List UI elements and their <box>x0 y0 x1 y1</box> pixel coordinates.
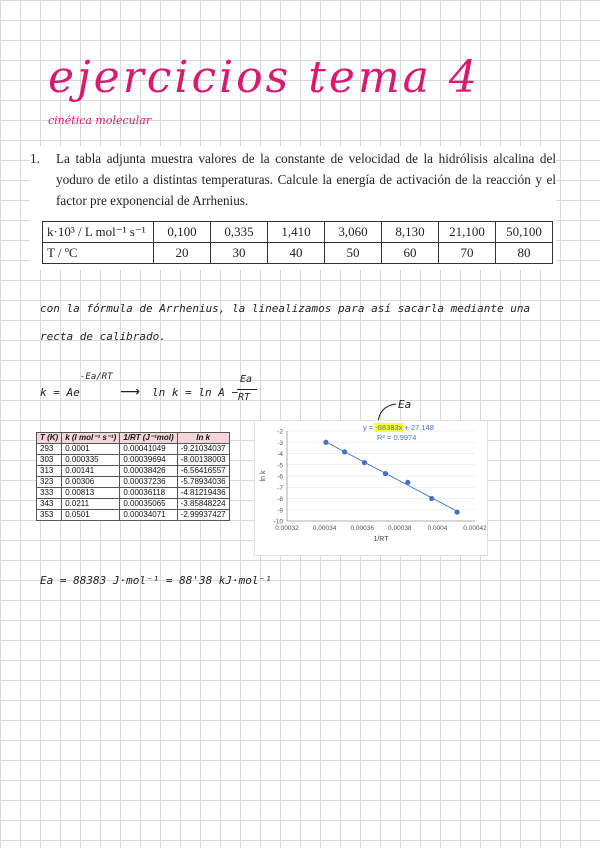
data-point <box>405 480 410 485</box>
table-cell: -8.00138003 <box>177 455 229 466</box>
data-point <box>429 496 434 501</box>
table-cell: -9.21034037 <box>177 444 229 455</box>
table-cell: 313 <box>37 466 62 477</box>
table-cell: 1,410 <box>268 222 325 243</box>
x-tick-label: 0.00032 <box>275 525 299 532</box>
arrhenius-formula <box>40 368 280 408</box>
fraction-bar <box>237 389 257 390</box>
table-cell: 0.00813 <box>62 488 120 499</box>
table-cell: 70 <box>439 243 496 264</box>
table-cell: -3.85848224 <box>177 499 229 510</box>
table-cell: 8,130 <box>382 222 439 243</box>
table-row-label: k·10³ / L mol⁻¹ s⁻¹ <box>43 222 154 243</box>
x-tick-label: 0.00036 <box>350 525 374 532</box>
table-cell: 0.00036118 <box>120 488 177 499</box>
y-tick-labels <box>274 429 284 526</box>
ea-callout: Ea <box>398 398 412 411</box>
chart-gridlines <box>287 431 475 521</box>
equation-slope: -88383x <box>375 423 403 432</box>
r-squared: R² = 0.9974 <box>377 433 417 442</box>
table-row-label: T / ºC <box>43 243 154 264</box>
table-cell: 21,100 <box>439 222 496 243</box>
y-tick-label: -10 <box>273 518 283 526</box>
table-row <box>37 488 230 499</box>
table-cell: 333 <box>37 488 62 499</box>
table-cell: -6.56416557 <box>177 466 229 477</box>
x-tick-label: 0.00038 <box>388 525 412 532</box>
table-cell: 0.0501 <box>62 510 120 521</box>
table-row <box>37 444 230 455</box>
problem-body: La tabla adjunta muestra valores de la constante de velocidad de la hidrólisis alcalina del yoduro de etilo a distintas temperaturas. Calcule la energía de activación de la reacción y el factor pre exponencial de Arrhenius. <box>56 151 556 208</box>
formula-denominator: RT <box>238 392 251 403</box>
table-cell: 0.0001 <box>62 444 120 455</box>
table-cell: 0.00041049 <box>120 444 177 455</box>
table-cell: -5.78934036 <box>177 477 229 488</box>
result-line: Ea = 88383 J·mol⁻¹ = 88'38 kJ·mol⁻¹ <box>40 574 272 587</box>
formula-k: k = Ae <box>40 386 80 399</box>
data-table <box>42 221 553 264</box>
data-point <box>323 440 328 445</box>
chart-svg <box>255 421 487 555</box>
x-tick-label: 0.0004 <box>427 525 448 532</box>
x-tick-label: 0.00034 <box>312 525 337 532</box>
table-cell: 353 <box>37 510 62 521</box>
table-row <box>43 243 553 264</box>
note-line-1: con la fórmula de Arrhenius, la linealizamos para así sacarla mediante una <box>40 302 531 315</box>
table-row <box>37 510 230 521</box>
table-cell: 20 <box>154 243 211 264</box>
table-cell: 0.0211 <box>62 499 120 510</box>
y-tick-label: -2 <box>277 428 283 436</box>
note-line-2: recta de calibrado. <box>40 330 166 343</box>
table-cell: 60 <box>382 243 439 264</box>
table-row <box>37 466 230 477</box>
table-cell: 50 <box>325 243 382 264</box>
y-tick-label: -5 <box>277 462 283 470</box>
page-title: ejercicios tema 4 <box>48 52 480 103</box>
y-axis-label: ln k <box>260 470 267 482</box>
x-tick-labels <box>275 525 487 532</box>
table-cell: 0.00306 <box>62 477 120 488</box>
y-tick-label: -7 <box>277 484 283 492</box>
data-point <box>362 460 367 465</box>
data-point <box>383 471 388 476</box>
table-cell: 3,060 <box>325 222 382 243</box>
data-point <box>342 449 347 454</box>
x-tick-label: 0.00042 <box>463 525 487 532</box>
data-point <box>455 510 460 515</box>
problem-statement <box>30 146 556 270</box>
formula-numerator: Ea <box>240 374 253 385</box>
equation-prefix: y = <box>363 423 376 432</box>
column-header: ln k <box>177 433 229 444</box>
table-cell: 343 <box>37 499 62 510</box>
table-cell: 0.00039694 <box>120 455 177 466</box>
y-tick-label: -4 <box>277 451 283 458</box>
table-cell: 40 <box>268 243 325 264</box>
trendline-equation <box>363 423 434 432</box>
calculation-table <box>36 432 230 521</box>
table-cell: 293 <box>37 444 62 455</box>
table-cell: -4.81219436 <box>177 488 229 499</box>
table-row <box>43 222 553 243</box>
y-tick-label: -3 <box>277 439 283 447</box>
table-cell: 0,335 <box>211 222 268 243</box>
table-cell: 30 <box>211 243 268 264</box>
table-cell: 323 <box>37 477 62 488</box>
scatter-chart <box>254 420 488 556</box>
table-cell: 80 <box>496 243 553 264</box>
y-tick-label: -6 <box>277 473 283 481</box>
table-cell: 0.00038426 <box>120 466 177 477</box>
table-cell: 50,100 <box>496 222 553 243</box>
y-tick-label: -8 <box>277 496 283 503</box>
column-header: T (K) <box>37 433 62 444</box>
table-cell: 0.00141 <box>62 466 120 477</box>
table-cell: 0,100 <box>154 222 211 243</box>
page-subtitle: cinética molecular <box>48 114 152 127</box>
data-points <box>323 440 459 515</box>
formula-ln: ln k = ln A − <box>152 386 239 399</box>
arrow-right-icon: ⟶ <box>120 384 141 400</box>
x-axis-label: 1/RT <box>373 536 389 543</box>
table-cell: 0.00037236 <box>120 477 177 488</box>
table-cell: 0.00035065 <box>120 499 177 510</box>
table-cell: 0.00034071 <box>120 510 177 521</box>
table-cell: 0.000335 <box>62 455 120 466</box>
problem-number: 1. <box>30 151 40 166</box>
equation-suffix: + 27.148 <box>402 423 434 432</box>
table-row <box>37 455 230 466</box>
table-cell: 303 <box>37 455 62 466</box>
table-header-row <box>37 433 230 444</box>
y-tick-label: -9 <box>277 507 283 515</box>
formula-exponent: -Ea/RT <box>80 372 113 382</box>
table-cell: -2.99937427 <box>177 510 229 521</box>
column-header: 1/RT (J⁻¹mol) <box>120 433 177 444</box>
table-row <box>37 477 230 488</box>
table-row <box>37 499 230 510</box>
column-header: k (l mol⁻¹ s⁻¹) <box>62 433 120 444</box>
problem-text <box>30 148 556 211</box>
